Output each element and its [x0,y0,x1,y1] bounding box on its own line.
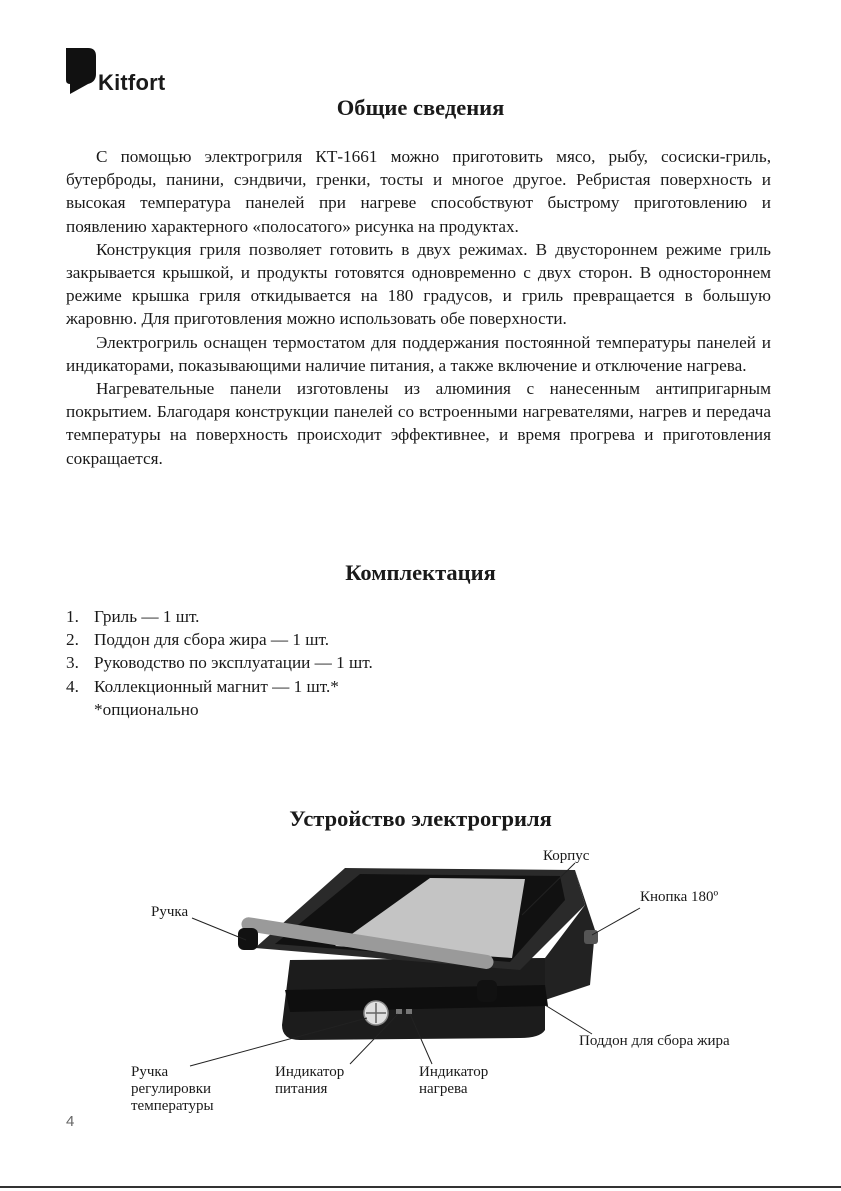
label-button-180: Кнопка 180º [640,889,719,905]
button-180-icon [584,930,598,944]
bottom-rule [0,1186,841,1188]
heat-indicator-icon [406,1009,412,1014]
list-item: 4. Коллекционный магнит — 1 шт.* [66,676,339,696]
intro-paragraph: Нагревательные панели изготовлены из алюминия с нанесенным антипригарным покрытием. Благодаря конструкции панелей со встроенными нагревателями, нагрев и передача температуры на поверхность происходит эффективнее, и время прогрева и приготовления сокращается. [66,379,771,468]
label-body: Корпус [543,848,590,864]
list-item: 1. Гриль — 1 шт. [66,607,200,626]
section-title-general: Общие сведения [336,95,505,120]
intro-paragraph: Конструкция гриля позволяет готовить в двух режимах. В двустороннем режиме гриль закрывается крышкой, и продукты готовятся одновременно с двух сторон. В одностороннем режиме крышка гриля откидывается на 180 градусов, и гриль превращается в большую жаровню. Для приготовления можно использовать обе поверхности. [66,239,771,329]
brand-name: Kitfort [98,70,166,95]
intro-paragraph: С помощью электрогриля КТ-1661 можно приготовить мясо, рыбу, сосиски-гриль, бутерброды, панини, сэндвичи, гренки, тосты и многое другое. Ребристая поверхность и высокая температура панелей при нагреве способствуют быстрому приготовлению и появлению характерного «полосатого» рисунка на продуктах. [66,147,771,236]
kit-note: *опционально [94,699,199,719]
label-heat-indicator: нагрева [419,1081,468,1097]
section-title-device: Устройство электрогриля [289,806,552,831]
label-handle: Ручка [151,904,189,920]
intro-paragraph: Электрогриль оснащен термостатом для поддержания постоянной температуры панелей и индикаторами, показывающими наличие питания, а также включение и отключение нагрева. [66,332,771,375]
label-temp-knob: Ручка [131,1064,169,1080]
section-title-kit: Комплектация [345,560,496,585]
label-grease-tray: Поддон для сбора жира [579,1033,730,1049]
power-indicator-icon [396,1009,402,1014]
list-item: 3. Руководство по эксплуатации — 1 шт. [66,653,373,673]
page-number: 4 [66,1113,75,1130]
kit-list [66,605,373,721]
label-temp-knob: температуры [131,1098,214,1114]
list-item: 2. Поддон для сбора жира — 1 шт. [66,630,330,650]
label-temp-knob: регулировки [131,1081,212,1097]
label-heat-indicator: Индикатор [419,1064,489,1080]
intro-text [66,145,771,470]
label-power-indicator: питания [275,1081,328,1097]
label-power-indicator: Индикатор [275,1064,345,1080]
kitfort-logo-icon [66,48,96,96]
brand-logo [66,48,165,96]
